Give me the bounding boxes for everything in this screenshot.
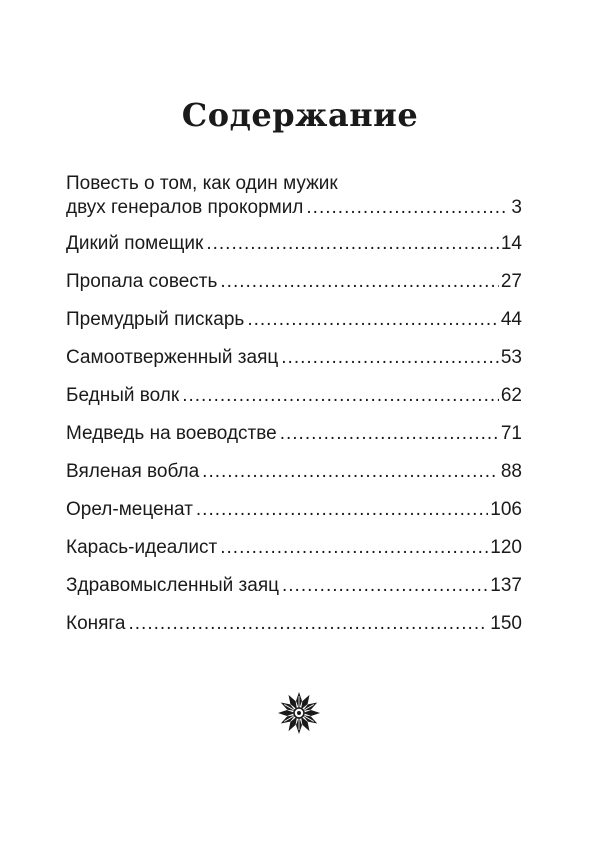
- toc-entry: [66, 270, 522, 294]
- toc-entry: [66, 574, 522, 598]
- toc-entry: [66, 612, 522, 636]
- toc-entry-title: Медведь на воеводстве: [66, 423, 277, 444]
- snowflake-ornament-icon: [276, 690, 322, 736]
- toc-entry-title: Вяленая вобла: [66, 461, 200, 482]
- dot-leader: [282, 574, 488, 598]
- dot-leader: [247, 308, 499, 332]
- toc-entry: [66, 308, 522, 332]
- dot-leader: [206, 232, 499, 256]
- toc-entry-page: 71: [500, 423, 522, 444]
- dot-leader: [129, 612, 489, 636]
- dot-leader: [196, 498, 488, 522]
- toc-entry-title: Пропала совесть: [66, 271, 218, 292]
- toc-entry-title: Дикий помещик: [66, 233, 204, 254]
- toc-entry-page: 106: [490, 499, 522, 520]
- table-of-contents: [66, 172, 522, 650]
- toc-entry: [66, 232, 522, 256]
- toc-entry-page: 88: [500, 461, 522, 482]
- toc-entry-title: Здравомысленный заяц: [66, 575, 279, 596]
- dot-leader: [280, 422, 499, 446]
- toc-entry-title-line1: Повесть о том, как один мужик: [66, 173, 338, 194]
- toc-entry-title: Бедный волк: [66, 385, 180, 406]
- dot-leader: [202, 460, 499, 484]
- toc-entry-title: Самоотверженный заяц: [66, 347, 279, 368]
- toc-entry-page: 27: [500, 271, 522, 292]
- toc-entry: [66, 498, 522, 522]
- toc-entry-page: 62: [500, 385, 522, 406]
- toc-entry-title: Премудрый пискарь: [66, 309, 245, 330]
- dot-leader: [281, 346, 499, 370]
- toc-entry-page: 53: [500, 347, 522, 368]
- toc-entry: [66, 346, 522, 370]
- toc-entry-page: 150: [490, 613, 522, 634]
- toc-entry-title-line2: двух генералов прокормил: [66, 197, 304, 218]
- toc-entry-page: 14: [500, 233, 522, 254]
- dot-leader: [220, 536, 488, 560]
- dot-leader: [182, 384, 499, 408]
- toc-entry: [66, 172, 522, 220]
- toc-entry-page: 3: [511, 197, 522, 218]
- toc-entry: [66, 422, 522, 446]
- page-title: Содержание: [181, 96, 419, 134]
- dot-leader: [306, 196, 509, 220]
- toc-entry-title: Коняга: [66, 613, 126, 634]
- toc-entry-title: Орел-меценат: [66, 499, 193, 520]
- toc-entry: [66, 536, 522, 560]
- toc-entry-title: Карась-идеалист: [66, 537, 218, 558]
- toc-entry-page: 120: [490, 537, 522, 558]
- toc-entry: [66, 384, 522, 408]
- toc-entry-page: 137: [490, 575, 522, 596]
- dot-leader: [220, 270, 498, 294]
- toc-entry-page: 44: [500, 309, 522, 330]
- toc-entry: [66, 460, 522, 484]
